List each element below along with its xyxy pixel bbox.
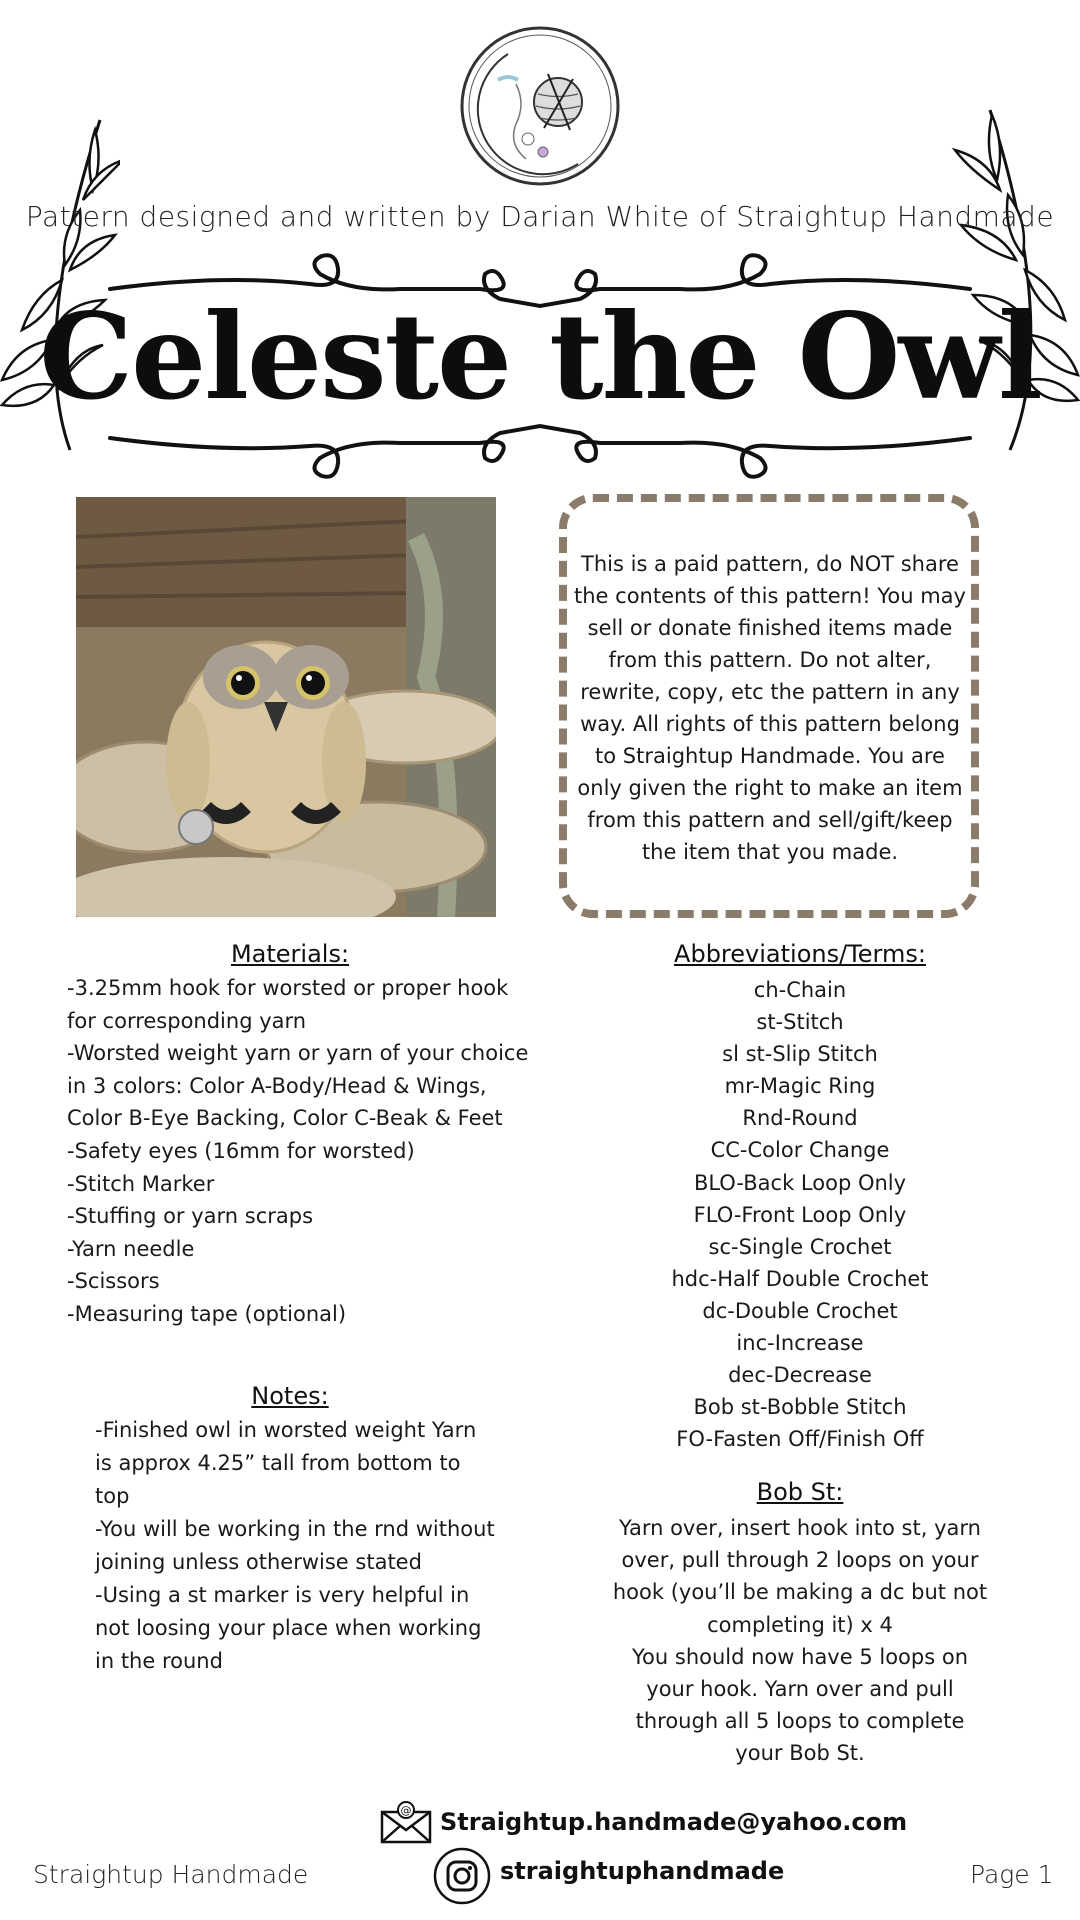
abbreviations-list <box>640 974 960 1455</box>
list-item: ch-Chain <box>753 978 847 1002</box>
mail-icon <box>380 1800 432 1844</box>
list-item: -Stuffing or yarn scraps <box>67 1204 314 1229</box>
list-item: -Using a st marker is very helpful in not loosing your place when working in the round <box>95 1583 482 1673</box>
copyright-notice-text: This is a paid pattern, do NOT share the contents of this pattern! You may sell or donate finished items made from this pattern. Do not alter, rewrite, copy, etc the pattern in any way. All rights of this pattern belong to Straightup Handmade. You are only given the right to make an item from this pattern and sell/gift/keep the item that you made. <box>574 552 966 864</box>
list-item: -Scissors <box>67 1269 160 1294</box>
list-item: sc-Single Crochet <box>708 1234 892 1259</box>
list-item: -Finished owl in worsted weight Yarn is approx 4.25” tall from bottom to top <box>95 1418 477 1508</box>
flourish-bottom-divider <box>100 418 980 488</box>
abbreviations-heading: Abbreviations/Terms: <box>674 940 926 968</box>
materials-list <box>67 972 537 1331</box>
list-item: -3.25mm hook for worsted or proper hook for corresponding yarn <box>67 976 509 1033</box>
instagram-handle[interactable]: straightuphandmade <box>500 1857 785 1885</box>
bobble-stitch-instructions <box>610 1512 990 1770</box>
owl-photo <box>76 497 496 917</box>
brand-logo <box>458 24 622 188</box>
list-item: FLO-Front Loop Only <box>693 1202 907 1227</box>
materials-heading: Materials: <box>230 940 350 968</box>
list-item: -Yarn needle <box>67 1236 195 1261</box>
list-item: CC-Color Change <box>710 1138 890 1163</box>
paragraph: You should now have 5 loops on your hook. Yarn over and pull through all 5 loops to complete your Bob St. <box>632 1644 968 1766</box>
list-item: st-Stitch <box>756 1010 844 1035</box>
list-item: -Safety eyes (16mm for worsted) <box>67 1138 415 1163</box>
list-item: Bob st-Bobble Stitch <box>693 1395 907 1420</box>
list-item: hdc-Half Double Crochet <box>671 1266 929 1291</box>
list-item: -Measuring tape (optional) <box>67 1301 347 1326</box>
paragraph: Yarn over, insert hook into st, yarn over, pull through 2 loops on your hook (you’ll be making a dc but not completing it) x 4 <box>612 1516 988 1637</box>
list-item: dc-Double Crochet <box>702 1298 898 1323</box>
page-number: Page 1 <box>970 1860 1054 1889</box>
list-item: -Worsted weight yarn or yarn of your choice in 3 colors: Color A-Body/Head & Wings, Color B-Eye Backing, Color C-Beak & Feet <box>67 1041 529 1131</box>
list-item: inc-Increase <box>736 1331 864 1356</box>
instagram-icon <box>433 1847 491 1905</box>
designer-credit: Pattern designed and written by Darian White of Straightup Handmade <box>25 200 1055 233</box>
list-item: mr-Magic Ring <box>724 1074 876 1099</box>
list-item: -You will be working in the rnd without joining unless otherwise stated <box>95 1517 495 1574</box>
list-item: dec-Decrease <box>728 1363 872 1388</box>
list-item: FO-Fasten Off/Finish Off <box>676 1427 924 1452</box>
list-item: BLO-Back Loop Only <box>693 1170 907 1195</box>
page-title: Celeste the Owl <box>39 287 1041 426</box>
svg-text:@: @ <box>400 1804 412 1817</box>
bobble-stitch-heading: Bob St: <box>756 1478 844 1506</box>
contact-email[interactable]: Straightup.handmade@yahoo.com <box>440 1808 908 1836</box>
list-item: Rnd-Round <box>742 1106 858 1131</box>
notes-list <box>95 1414 495 1678</box>
notes-heading: Notes: <box>251 1382 329 1410</box>
list-item: sl st-Slip Stitch <box>722 1042 878 1067</box>
list-item: -Stitch Marker <box>67 1171 215 1196</box>
footer-brand: Straightup Handmade <box>33 1860 309 1889</box>
